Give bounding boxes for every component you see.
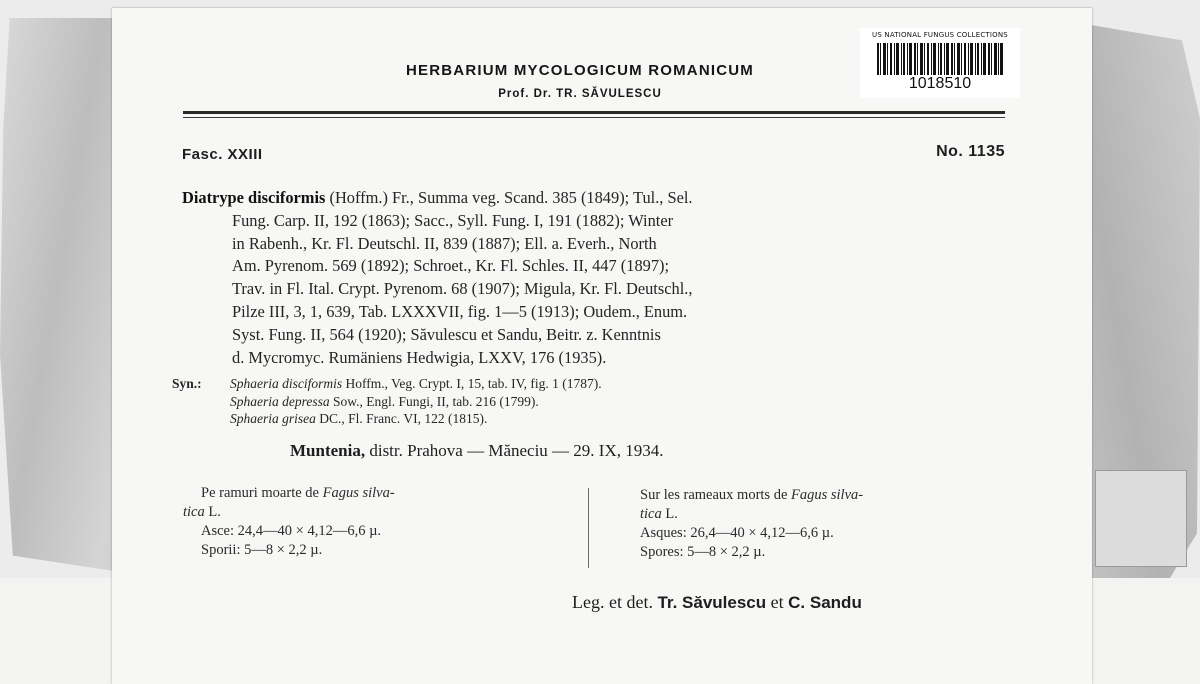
collector-name: Tr. Săvulescu (657, 593, 767, 612)
citation-line: Pilze III, 3, 1, 639, Tab. LXXXVII, fig. 1—5 (1913); Oudem., Enum. (232, 301, 688, 321)
header-rule (183, 111, 1005, 114)
specimen-number: No. 1135 (936, 143, 1005, 160)
synonym-item: Syn.: Sphaeria disciformis Hoffm., Veg. Crypt. I, 15, tab. IV, fig. 1 (1787). (172, 376, 602, 391)
habitat-line: Sur les rameaux morts de Fagus silva- (640, 487, 864, 503)
synonym-item: Sphaeria grisea DC., Fl. Franc. VI, 122 (1815). (230, 411, 488, 426)
citation-line: in Rabenh., Kr. Fl. Deutschl. II, 839 (1887); Ell. a. Everh., North (232, 233, 657, 253)
collector-name: C. Sandu (788, 593, 862, 612)
asci-measurement: Asques: 26,4—40 × 4,12—6,6 µ. (640, 525, 834, 541)
herbarium-title: HERBARIUM MYCOLOGICUM ROMANICUM (405, 62, 754, 79)
header-rule-thin (183, 117, 1005, 118)
synonyms-label: Syn.: (172, 376, 202, 391)
citation-line: Diatrype disciformis (Hoffm.) Fr., Summa veg. Scand. 385 (1849); Tul., Sel. (182, 188, 693, 207)
envelope-flap (1095, 470, 1187, 567)
citation-line: Trav. in Fl. Ital. Crypt. Pyrenom. 68 (1907); Migula, Kr. Fl. Deutschl., (232, 279, 693, 299)
citation-block (182, 187, 1022, 369)
column-divider (588, 488, 589, 568)
asci-measurement: Asce: 24,4—40 × 4,12—6,6 µ. (201, 523, 382, 539)
citation-line: Am. Pyrenom. 569 (1892); Schroet., Kr. Fl. Schles. II, 447 (1897); (232, 256, 670, 276)
habitat-line: tica L. (640, 506, 678, 522)
collector-line: Leg. et det. Tr. Săvulescu et C. Sandu (572, 592, 862, 612)
spore-measurement: Sporii: 5—8 × 2,2 µ. (201, 542, 323, 558)
citation-line: d. Mycromyc. Rumäniens Hedwigia, LXXV, 176 (1935). (232, 347, 607, 367)
spore-measurement: Spores: 5—8 × 2,2 µ. (640, 544, 766, 560)
synonyms-block (172, 375, 932, 428)
habitat-line: Pe ramuri moarte de Fagus silva- (201, 485, 395, 501)
taxon-name: Diatrype disciformis (182, 188, 326, 207)
romanian-description (183, 484, 395, 560)
synonym-item: Sphaeria depressa Sow., Engl. Fungi, II, tab. 216 (1799). (230, 393, 539, 409)
locality: Muntenia, distr. Prahova — Măneciu — 29. IX, 1934. (290, 441, 664, 460)
citation-line: Syst. Fung. II, 564 (1920); Săvulescu et Sandu, Beitr. z. Kenntnis (232, 324, 661, 344)
barcode-number: 1018510 (908, 75, 972, 92)
habitat-line: tica L. (183, 504, 221, 520)
barcode-collection: US NATIONAL FUNGUS COLLECTIONS (872, 31, 1008, 39)
herbarium-director: Prof. Dr. TR. SĂVULESCU (498, 88, 662, 100)
citation-line: Fung. Carp. II, 192 (1863); Sacc., Syll. Fung. I, 191 (1882); Winter (232, 210, 674, 230)
french-description (640, 486, 863, 562)
fascicle-number: Fasc. XXIII (182, 146, 263, 163)
